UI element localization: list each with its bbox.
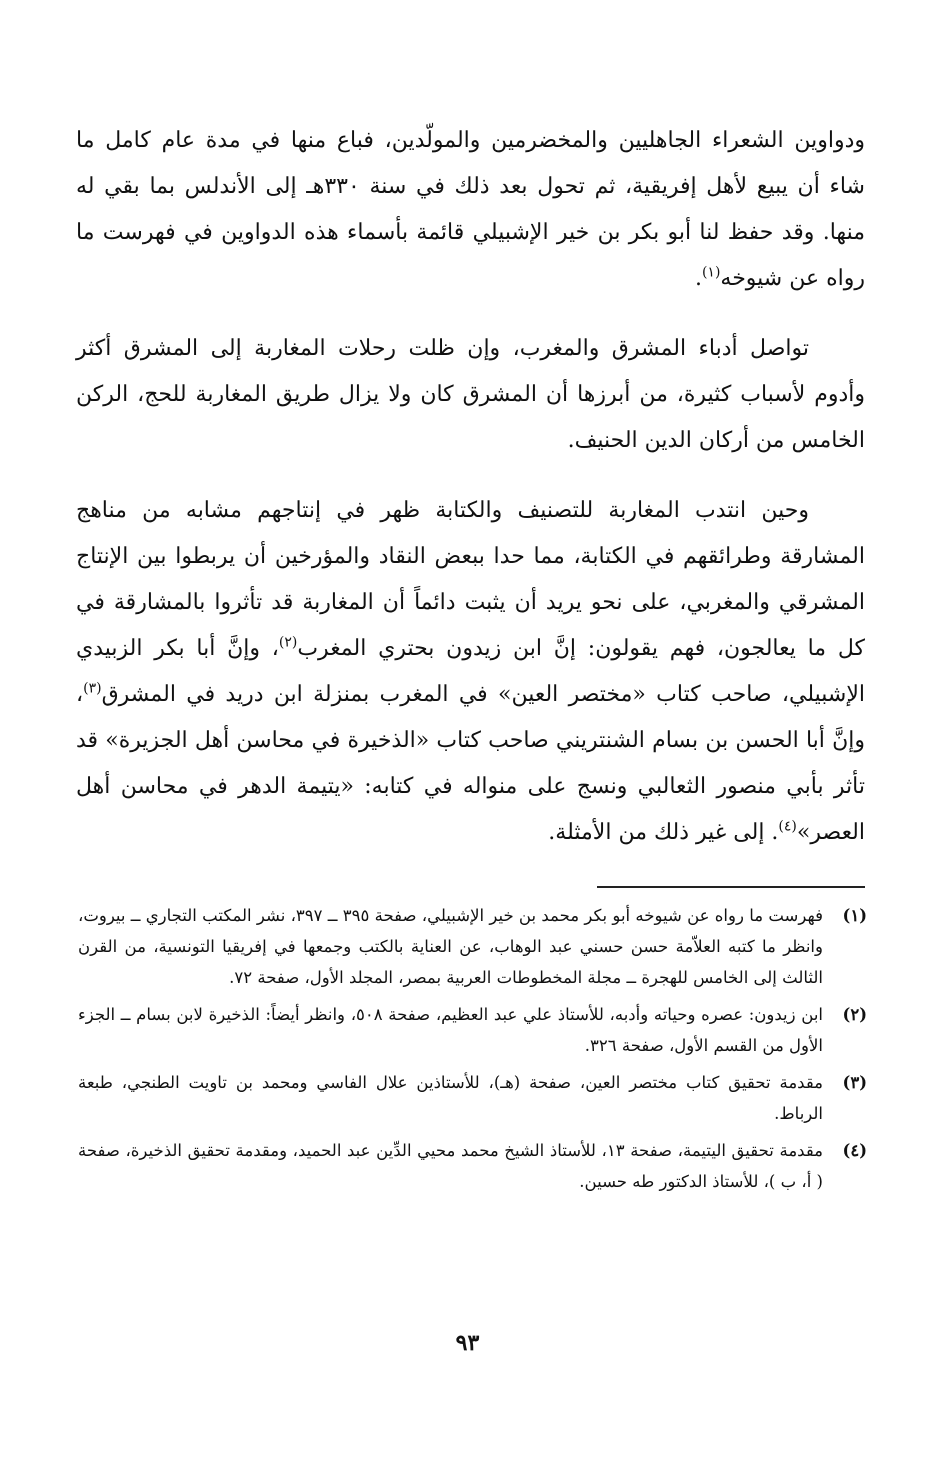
footnote-text: فهرست ما رواه عن شيوخه أبو بكر محمد بن خير الإشبيلي، صفحة ٣٩٥ ــ ٣٩٧، نشر المكتب التجاري ــ بيروت، وانظر ما كتبه العلاّمة حسن حسني عبد الوهاب، عن العناية بالكتب وجمعها في إفريقيا التونسية، من القرن الثالث إلى الخامس للهجرة ــ مجلة المخطوطات العربية بمصر، المجلد الأول، صفحة ٧٢. bbox=[78, 906, 823, 987]
footnote-text: مقدمة تحقيق كتاب مختصر العين، صفحة (هـ)، للأستاذين علال الفاسي ومحمد بن تاويت الطنجي، طبعة الرباط. bbox=[78, 1073, 823, 1123]
paragraph-text: تواصل أدباء المشرق والمغرب، وإن ظلت رحلات المغاربة إلى المشرق أكثر وأدوم لأسباب كثيرة، من أبرزها أن المشرق كان ولا يزال طريق المغاربة للحج، الركن الخامس من أركان الدين الحنيف. bbox=[76, 336, 865, 453]
footnote-number: (١) bbox=[842, 906, 867, 925]
page-number: ٩٣ bbox=[455, 1330, 480, 1356]
paragraph-text: ودواوين الشعراء الجاهليين والمخضرمين والمولّدين، فباع منها في مدة عام كامل ما شاء أن يبيع لأهل إفريقية، ثم تحول بعد ذلك في سنة ٣٣٠هـ إلى الأندلس بما بقي له منها. وقد حفظ لنا أبو بكر بن خير الإشبيلي قائمة بأسماء هذه الدواوين في فهرست ما رواه عن شيوخه bbox=[76, 128, 865, 291]
footnotes bbox=[78, 900, 867, 1203]
footnote-4 bbox=[78, 1135, 867, 1197]
footnote-number: (٢) bbox=[842, 1005, 867, 1024]
body-text bbox=[76, 118, 865, 880]
footnote-divider bbox=[597, 886, 865, 888]
footnote-reference: (٢) bbox=[278, 634, 298, 651]
paragraph-text: . bbox=[694, 266, 702, 291]
footnote-number: (٣) bbox=[842, 1073, 867, 1092]
footnote-3 bbox=[78, 1067, 867, 1129]
paragraph-3 bbox=[76, 488, 865, 856]
footnote-reference: (٣) bbox=[83, 680, 102, 697]
paragraph-text: . إلى غير ذلك من الأمثلة. bbox=[548, 820, 779, 845]
footnote-reference: (١) bbox=[701, 264, 721, 281]
paragraph-1 bbox=[76, 118, 865, 302]
paragraph-text: وحين انتدب المغاربة للتصنيف والكتابة ظهر في إنتاجهم مشابه من مناهج المشارقة وطرائقهم في الكتابة، مما حدا ببعض النقاد والمؤرخين أن يربطوا بين الإنتاج المشرقي والمغربي، على نحو يريد أن يثبت دائماً أن المغاربة قد تأثروا بالمشارقة في كل ما يعالجون، فهم يقولون: إنَّ ابن زيدون بحتري المغرب bbox=[76, 498, 865, 661]
footnote-text: مقدمة تحقيق اليتيمة، صفحة ١٣، للأستاذ الشيخ محمد محيي الدِّين عبد الحميد، ومقدمة تحقيق الذخيرة، صفحة ( أ، ب )، للأستاذ الدكتور طه حسين. bbox=[78, 1141, 824, 1191]
footnote-2 bbox=[78, 999, 867, 1061]
footnote-text: ابن زيدون: عصره وحياته وأدبه، للأستاذ علي عبد العظيم، صفحة ٥٠٨، وانظر أيضاً: الذخيرة لابن بسام ــ الجزء الأول من القسم الأول، صفحة ٣٢٦. bbox=[78, 1005, 824, 1055]
paragraph-2 bbox=[76, 326, 865, 464]
footnote-1 bbox=[78, 900, 867, 993]
footnote-number: (٤) bbox=[842, 1141, 867, 1160]
paragraph-text: ، وإنَّ أبا الحسن بن بسام الشنتريني صاحب كتاب «الذخيرة في محاسن أهل الجزيرة» قد تأثر بأبي منصور الثعالبي ونسج على منواله في كتابه: «يتيمة الدهر في محاسن أهل العصر» bbox=[76, 682, 865, 845]
paragraph-text: ، وإنَّ أبا بكر الزبيدي الإشبيلي، صاحب كتاب «مختصر العين» في المغرب بمنزلة ابن دريد في المشرق bbox=[76, 636, 865, 707]
footnote-reference: (٤) bbox=[778, 818, 797, 835]
